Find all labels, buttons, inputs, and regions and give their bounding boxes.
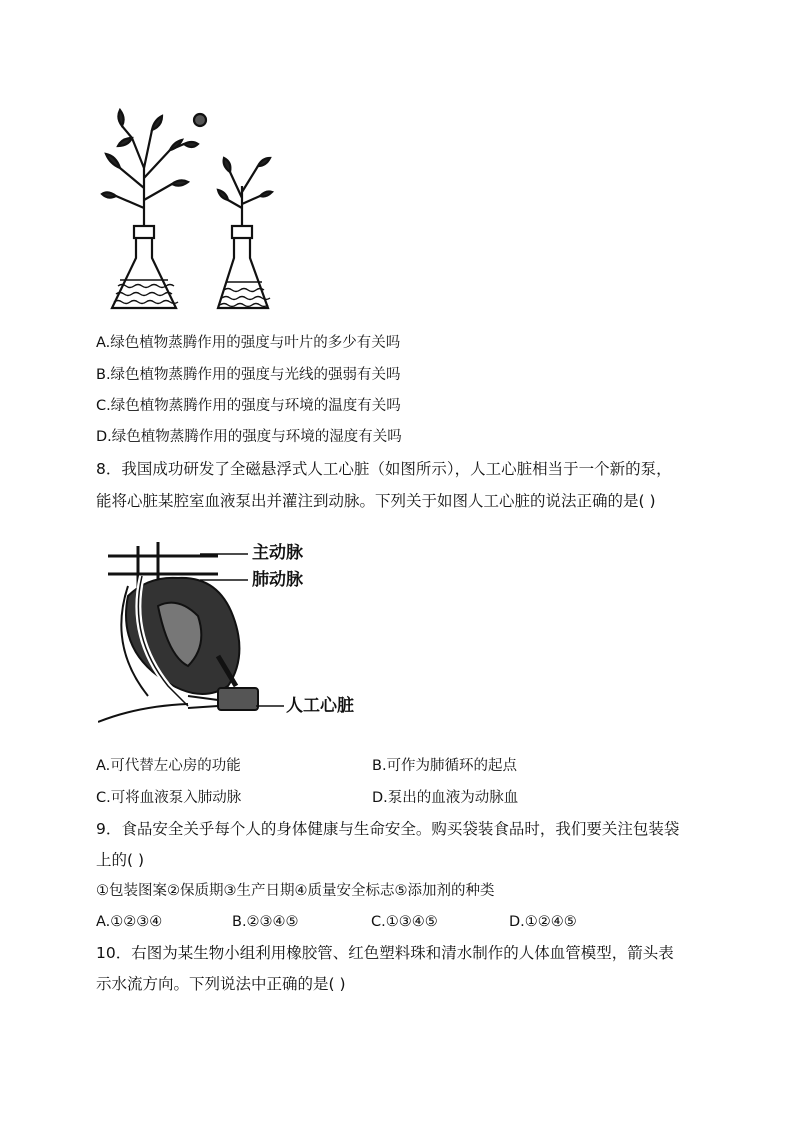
label-pulmonary-artery: 肺动脉 xyxy=(252,570,303,590)
q9-option-c: C.①③④⑤ xyxy=(371,914,438,930)
sun-icon xyxy=(194,114,206,126)
q8-option-c: C.可将血液泵入肺动脉 xyxy=(96,790,242,806)
q9-stem-line1: 9．食品安全关乎每个人的身体健康与生命安全。购买袋装食品时，我们要关注包装袋 xyxy=(96,820,680,838)
q8-stem-line2: 能将心脏某腔室血液泵出并灌注到动脉。下列关于如图人工心脏的说法正确的是( ) xyxy=(96,492,656,510)
label-artificial-heart: 人工心脏 xyxy=(286,696,354,716)
label-aorta: 主动脉 xyxy=(252,543,303,563)
q7-option-a: A.绿色植物蒸腾作用的强度与叶片的多少有关吗 xyxy=(96,335,401,351)
q9-option-a: A.①②③④ xyxy=(96,914,163,930)
q7-option-d: D.绿色植物蒸腾作用的强度与环境的湿度有关吗 xyxy=(96,429,402,445)
plant-flask-figure xyxy=(92,108,292,318)
q8-option-a: A.可代替左心房的功能 xyxy=(96,758,241,774)
q7-option-c: C.绿色植物蒸腾作用的强度与环境的温度有关吗 xyxy=(96,398,401,414)
q9-option-d: D.①②④⑤ xyxy=(509,914,577,930)
q7-option-b: B.绿色植物蒸腾作用的强度与光线的强弱有关吗 xyxy=(96,367,401,383)
q9-stem-line2: 上的( ) xyxy=(96,851,145,869)
q9-option-b: B.②③④⑤ xyxy=(232,914,299,930)
q8-option-b: B.可作为肺循环的起点 xyxy=(372,758,518,774)
q9-items: ①包装图案②保质期③生产日期④质量安全标志⑤添加剂的种类 xyxy=(96,883,495,899)
q8-stem-line1: 8．我国成功研发了全磁悬浮式人工心脏（如图所示），人工心脏相当于一个新的泵， xyxy=(96,460,672,478)
q8-option-d: D.泵出的血液为动脉血 xyxy=(372,790,519,806)
q10-stem-line1: 10．右图为某生物小组利用橡胶管、红色塑料珠和清水制作的人体血管模型，箭头表 xyxy=(96,944,674,962)
q10-stem-line2: 示水流方向。下列说法中正确的是( ) xyxy=(96,975,346,993)
